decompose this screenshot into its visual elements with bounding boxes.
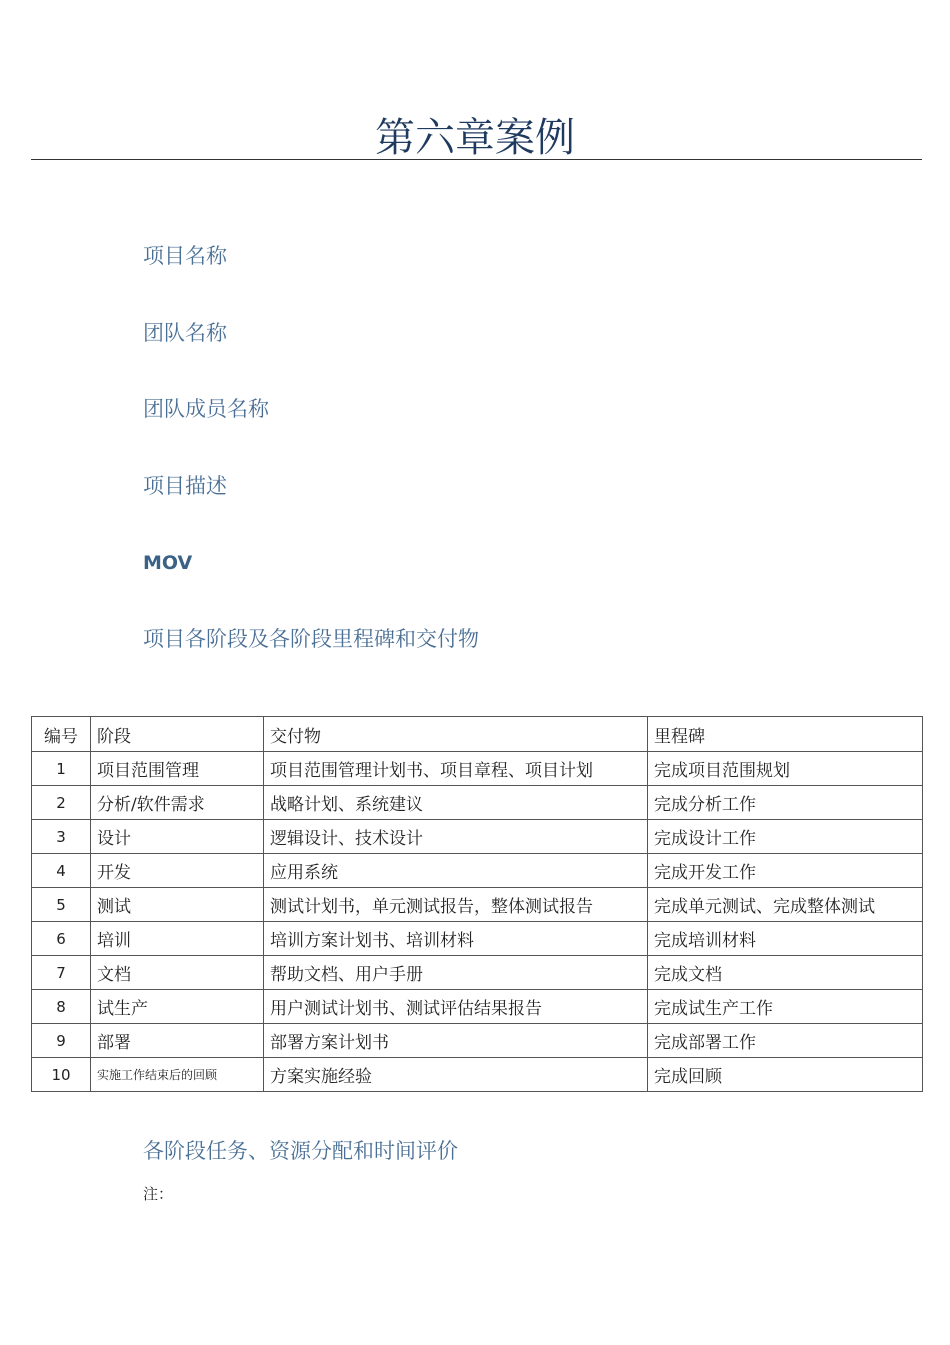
row-number: 8	[32, 990, 91, 1024]
row-milestone: 完成部署工作	[648, 1024, 923, 1058]
row-phase: 文档	[91, 956, 264, 990]
table-row	[32, 1058, 923, 1092]
row-milestone: 完成文档	[648, 956, 923, 990]
heading-mov: MOV	[143, 552, 193, 574]
row-number: 7	[32, 956, 91, 990]
note-label: 注：	[143, 1185, 174, 1203]
row-milestone: 完成回顾	[648, 1058, 923, 1092]
heading-team-name: 团队名称	[143, 321, 227, 345]
row-phase: 部署	[91, 1024, 264, 1058]
row-number: 10	[32, 1058, 91, 1092]
row-number: 3	[32, 820, 91, 854]
row-number: 1	[32, 752, 91, 786]
table-row	[32, 1024, 923, 1058]
heading-team-members: 团队成员名称	[143, 397, 269, 421]
row-milestone: 完成设计工作	[648, 820, 923, 854]
header-milestone: 里程碑	[648, 717, 923, 752]
table-row	[32, 990, 923, 1024]
header-deliverable: 交付物	[264, 717, 648, 752]
table-row	[32, 820, 923, 854]
row-number: 5	[32, 888, 91, 922]
row-phase: 试生产	[91, 990, 264, 1024]
row-milestone: 完成单元测试、完成整体测试	[648, 888, 923, 922]
row-deliverable: 帮助文档、用户手册	[264, 956, 648, 990]
row-phase: 开发	[91, 854, 264, 888]
row-deliverable: 战略计划、系统建议	[264, 786, 648, 820]
row-deliverable: 逻辑设计、技术设计	[264, 820, 648, 854]
row-phase: 实施工作结束后的回顾	[91, 1058, 264, 1092]
row-milestone: 完成培训材料	[648, 922, 923, 956]
row-milestone: 完成试生产工作	[648, 990, 923, 1024]
row-number: 9	[32, 1024, 91, 1058]
row-phase: 分析/软件需求	[91, 786, 264, 820]
row-phase: 培训	[91, 922, 264, 956]
title-underline	[31, 159, 922, 160]
row-deliverable: 项目范围管理计划书、项目章程、项目计划	[264, 752, 648, 786]
milestones-table	[31, 716, 923, 1092]
heading-project-name: 项目名称	[143, 244, 227, 268]
row-number: 2	[32, 786, 91, 820]
table-row	[32, 888, 923, 922]
table-header-row	[32, 717, 923, 752]
table-row	[32, 956, 923, 990]
table-row	[32, 922, 923, 956]
row-milestone: 完成分析工作	[648, 786, 923, 820]
header-phase: 阶段	[91, 717, 264, 752]
row-number: 4	[32, 854, 91, 888]
table-row	[32, 786, 923, 820]
row-milestone: 完成开发工作	[648, 854, 923, 888]
page-title: 第六章案例	[375, 115, 575, 161]
row-number: 6	[32, 922, 91, 956]
table-row	[32, 854, 923, 888]
heading-tasks: 各阶段任务、资源分配和时间评价	[143, 1139, 458, 1163]
row-phase: 测试	[91, 888, 264, 922]
row-deliverable: 培训方案计划书、培训材料	[264, 922, 648, 956]
header-number: 编号	[32, 717, 91, 752]
row-phase: 项目范围管理	[91, 752, 264, 786]
row-deliverable: 部署方案计划书	[264, 1024, 648, 1058]
heading-phases: 项目各阶段及各阶段里程碑和交付物	[143, 627, 479, 651]
heading-project-description: 项目描述	[143, 474, 227, 498]
row-deliverable: 应用系统	[264, 854, 648, 888]
row-milestone: 完成项目范围规划	[648, 752, 923, 786]
row-deliverable: 测试计划书，单元测试报告，整体测试报告	[264, 888, 648, 922]
row-phase: 设计	[91, 820, 264, 854]
row-deliverable: 用户测试计划书、测试评估结果报告	[264, 990, 648, 1024]
table-row	[32, 752, 923, 786]
row-deliverable: 方案实施经验	[264, 1058, 648, 1092]
